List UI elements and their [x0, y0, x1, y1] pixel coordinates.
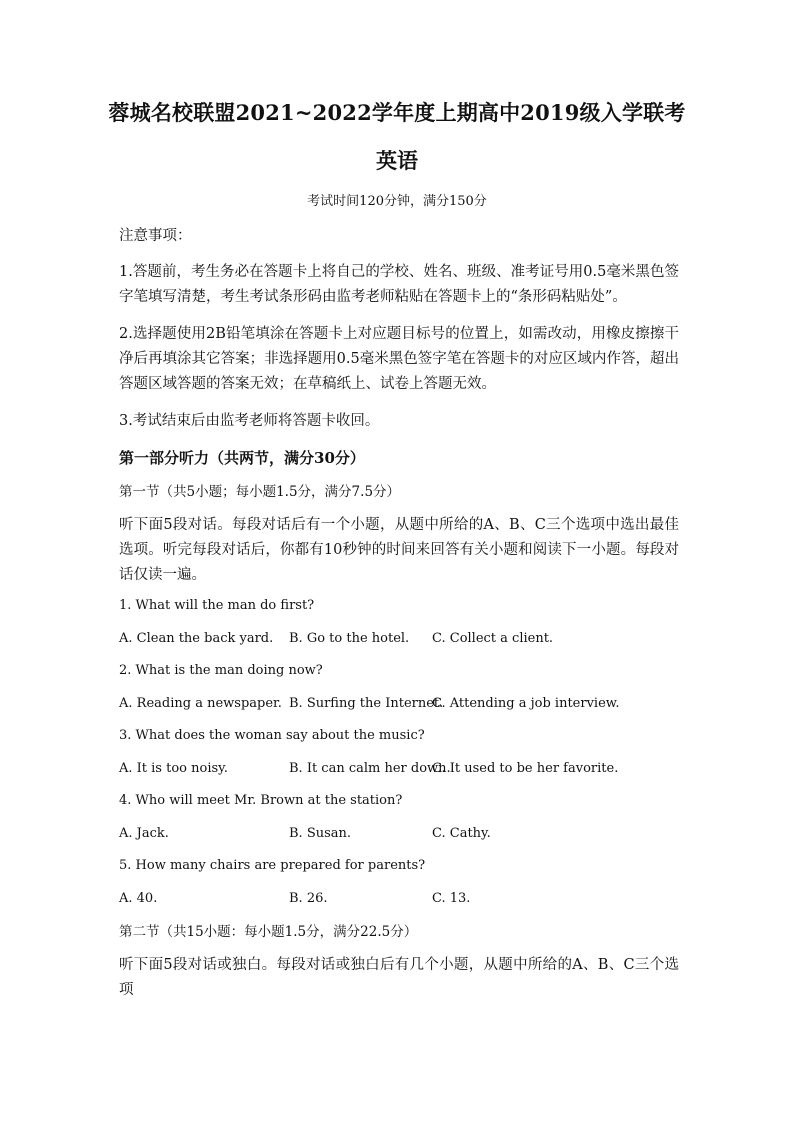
question-stem: 4. Who will meet Mr. Brown at the station? — [119, 793, 403, 808]
option-c: C. Attending a job interview. — [432, 696, 620, 711]
notice-item-3: 3.考试结束后由监考老师将答题卡收回。 — [119, 413, 380, 429]
section2-instructions: 听下面5段对话或独白。每段对话或独白后有几个小题，从题中所给的A、B、C三个选项 — [119, 957, 679, 998]
question-options — [119, 824, 679, 844]
option-b: B. Go to the hotel. — [289, 631, 410, 646]
question-5 — [119, 856, 679, 909]
section1-instructions: 听下面5段对话。每段对话后有一个小题，从题中所给的A、B、C三个选项中选出最佳选项。听完每段对话后，你都有10秒钟的时间来回答有关小题和阅读下一小题。每段对话仅读一遍。 — [119, 517, 679, 583]
question-stem: 5. How many chairs are prepared for parents? — [119, 858, 426, 873]
exam-subject: 英语 — [376, 148, 418, 173]
option-b: B. It can calm her down. — [289, 761, 451, 776]
notice-item-1: 1.答题前，考生务必在答题卡上将自己的学校、姓名、班级、准考证号用0.5毫米黑色签字笔填写清楚，考生考试条形码由监考老师粘贴在答题卡上的“条形码粘贴处”。 — [119, 264, 679, 305]
question-options — [119, 629, 679, 649]
question-3 — [119, 726, 679, 779]
question-2 — [119, 661, 679, 714]
exam-title: 蓉城名校联盟2021~2022学年度上期高中2019级入学联考 — [108, 100, 686, 125]
question-options — [119, 759, 679, 779]
option-c: C. Cathy. — [432, 826, 491, 841]
notice-heading: 注意事项： — [119, 228, 192, 244]
exam-info: 考试时间120分钟，满分150分 — [307, 194, 487, 209]
question-stem: 3. What does the woman say about the music? — [119, 728, 425, 743]
option-a: A. It is too noisy. — [119, 761, 228, 776]
option-c: C. Collect a client. — [432, 631, 554, 646]
option-a: A. Clean the back yard. — [119, 631, 274, 646]
question-4 — [119, 791, 679, 844]
question-1 — [119, 596, 679, 649]
question-stem: 2. What is the man doing now? — [119, 663, 323, 678]
option-b: B. Susan. — [289, 826, 352, 841]
part1-heading: 第一部分听力（共两节，满分30分） — [119, 449, 365, 467]
option-b: B. 26. — [289, 891, 328, 906]
question-stem: 1. What will the man do first? — [119, 598, 315, 613]
option-a: A. 40. — [119, 891, 158, 906]
option-a: A. Reading a newspaper. — [119, 696, 282, 711]
question-options — [119, 694, 679, 714]
option-a: A. Jack. — [119, 826, 169, 841]
exam-body — [119, 224, 679, 1015]
section1-heading: 第一节（共5小题；每小题1.5分，满分7.5分） — [119, 484, 401, 500]
option-b: B. Surfing the Internet. — [289, 696, 444, 711]
question-options — [119, 889, 679, 909]
option-c: C. 13. — [432, 891, 471, 906]
option-c: C. It used to be her favorite. — [432, 761, 619, 776]
notice-item-2: 2.选择题使用2B铅笔填涂在答题卡上对应题目标号的位置上，如需改动，用橡皮擦擦干净后再填涂其它答案；非选择题用0.5毫米黑色签字笔在答题卡的对应区域内作答，超出答题区域答题的答案无效；在草稿纸上、试卷上答题无效。 — [119, 326, 679, 392]
section2-heading: 第二节（共15小题：每小题1.5分，满分22.5分） — [119, 924, 418, 940]
